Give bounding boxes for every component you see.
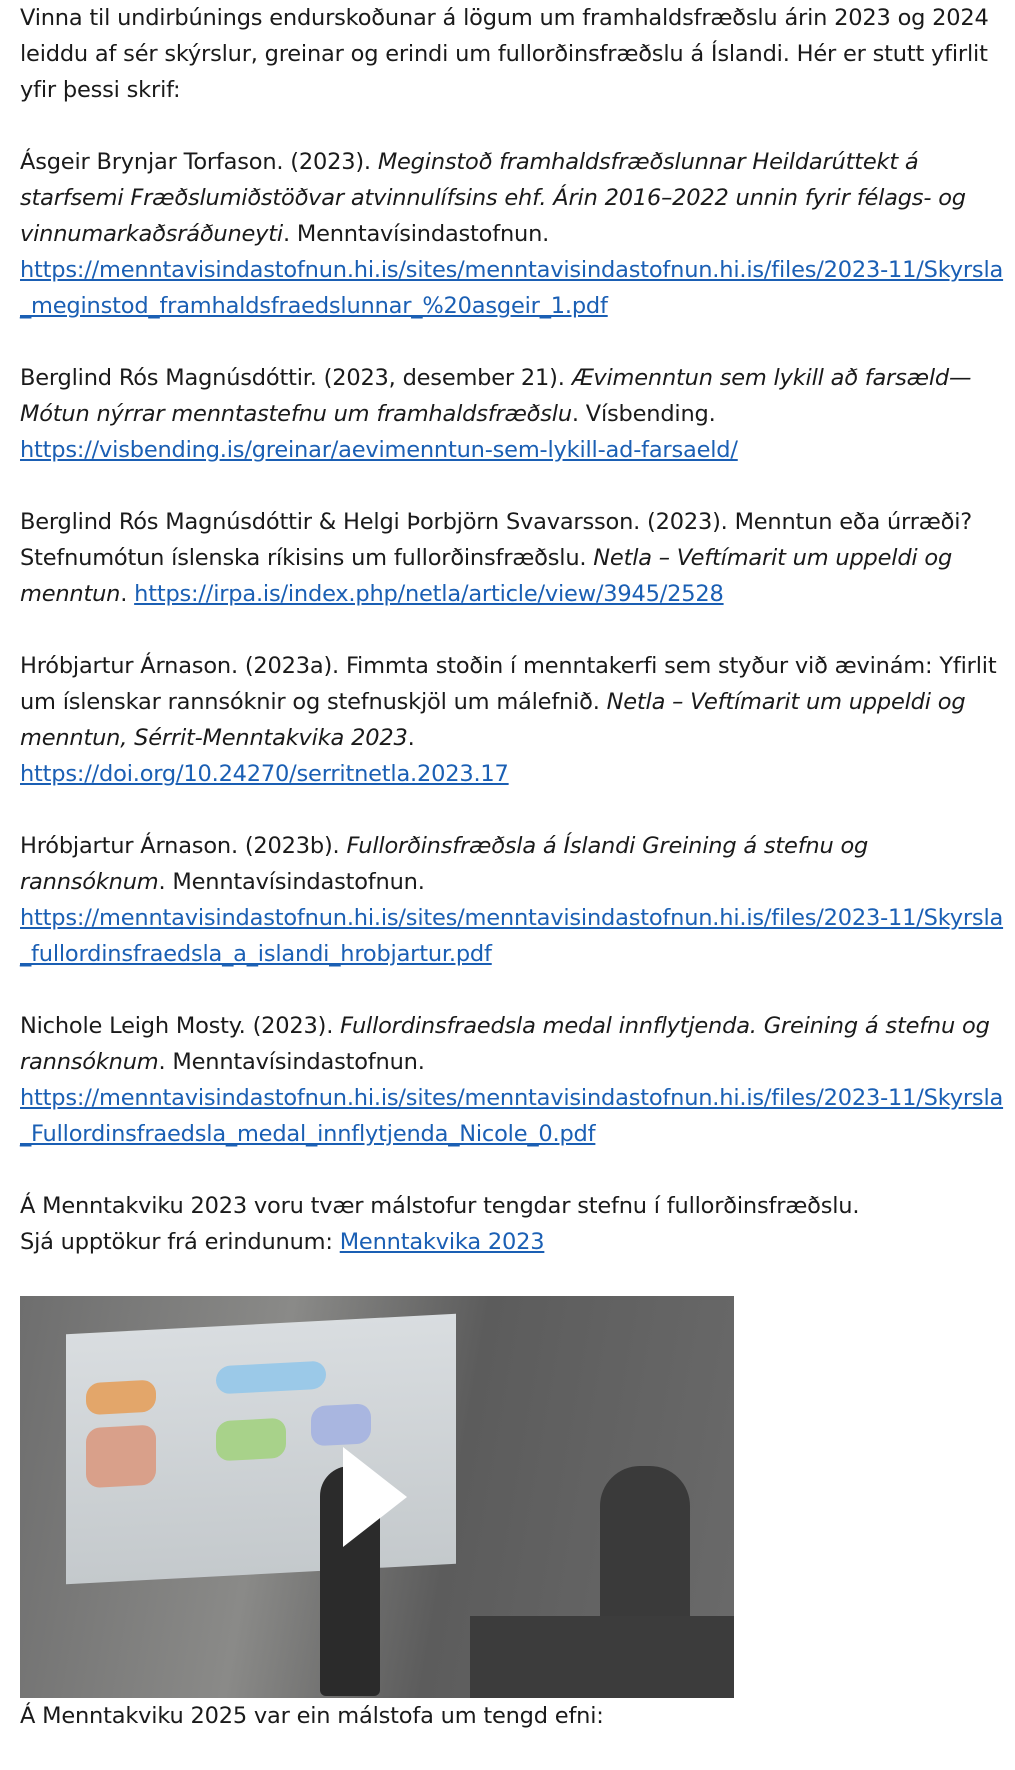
- reference-authors: Hróbjartur Árnason. (2023b).: [20, 833, 347, 859]
- reference-title: Meginstoð framhaldsfræðslunnar Heildarúttekt á starfsemi Fræðslumiðstöðvar atvinnulífsins ehf. Árin 2016–2022 unnin fyrir félags- og vinnumarkaðsráðuneyti: [20, 149, 966, 247]
- menntakvika-2023-paragraph: [20, 1188, 1005, 1260]
- slide-shape: [86, 1380, 156, 1416]
- reference-link[interactable]: https://visbending.is/greinar/aevimenntun-sem-lykill-ad-farsaeld/: [20, 437, 738, 463]
- intro-paragraph: Vinna til undirbúnings endurskoðunar á lögum um framhaldsfræðslu árin 2023 og 2024 leiddu af sér skýrslur, greinar og erindi um fullorðinsfræðslu á Íslandi. Hér er stutt yfirlit yfir þessi skrif:: [20, 5, 989, 103]
- reference-publisher: .: [407, 725, 415, 751]
- reference-4: [20, 648, 1005, 792]
- video-player[interactable]: [20, 1296, 734, 1698]
- reference-6: [20, 1008, 1005, 1152]
- reference-title: Netla – Veftímarit um uppeldi og menntun: [20, 545, 953, 607]
- reference-2: [20, 360, 1005, 468]
- reference-3: [20, 504, 1005, 612]
- reference-5: [20, 828, 1005, 972]
- reference-authors: Berglind Rós Magnúsdóttir. (2023, desember 21).: [20, 365, 572, 391]
- slide-shape: [216, 1361, 326, 1395]
- reference-title: Fullorðinsfræðsla á Íslandi Greining á stefnu og rannsóknum: [20, 833, 869, 895]
- reference-1: [20, 144, 1005, 324]
- reference-authors: Ásgeir Brynjar Torfason. (2023).: [20, 149, 378, 175]
- document-body: [20, 0, 1005, 1770]
- reference-publisher: . Menntavísindastofnun.: [282, 221, 550, 247]
- recordings-text: Sjá upptökur frá erindunum:: [20, 1229, 340, 1255]
- play-icon[interactable]: [343, 1447, 407, 1547]
- reference-publisher: . Menntavísindastofnun.: [158, 1049, 425, 1075]
- menntakvika-2023-text: Á Menntakviku 2023 voru tvær málstofur tengdar stefnu í fullorðinsfræðslu.: [20, 1193, 860, 1219]
- reference-link[interactable]: https://menntavisindastofnun.hi.is/sites/menntavisindastofnun.hi.is/files/2023-11/Skyrsla_fullordinsfraedsla_a_islandi_hrobjartur.pdf: [20, 905, 1004, 967]
- reference-link[interactable]: https://menntavisindastofnun.hi.is/sites/menntavisindastofnun.hi.is/files/2023-11/Skyrsla_meginstod_framhaldsfraedslunnar_%20asgeir_1.pdf: [20, 257, 1004, 319]
- reference-publisher: .: [120, 581, 135, 607]
- reference-publisher: . Vísbending.: [571, 401, 716, 427]
- reference-link[interactable]: https://doi.org/10.24270/serritnetla.2023.17: [20, 761, 509, 787]
- slide-shape: [86, 1425, 156, 1489]
- reference-title: Fullordinsfraedsla medal innflytjenda. Greining á stefnu og rannsóknum: [20, 1013, 990, 1075]
- reference-authors: Hróbjartur Árnason. (2023a). Fimmta stoðin í menntakerfi sem styður við ævinám: Yfirlit um íslenskar rannsóknir og stefnuskjöl um málefnið.: [20, 653, 997, 715]
- slide-shape: [216, 1418, 286, 1462]
- video-thumbnail-table: [470, 1616, 734, 1698]
- reference-title: Netla – Veftímarit um uppeldi og menntun, Sérrit-Menntakvika 2023: [20, 689, 966, 751]
- reference-title: Ævimenntun sem lykill að farsæld—Mótun nýrrar menntastefnu um framhaldsfræðslu: [20, 365, 972, 427]
- slide-shape: [311, 1403, 371, 1446]
- reference-link[interactable]: https://menntavisindastofnun.hi.is/sites/menntavisindastofnun.hi.is/files/2023-11/Skyrsla_Fullordinsfraedsla_medal_innflytjenda_Nicole_0.pdf: [20, 1085, 1004, 1147]
- reference-publisher: . Menntavísindastofnun.: [158, 869, 425, 895]
- reference-link[interactable]: https://irpa.is/index.php/netla/article/view/3945/2528: [134, 581, 724, 607]
- reference-authors: Nichole Leigh Mosty. (2023).: [20, 1013, 341, 1039]
- menntakvika-2025-text: Á Menntakviku 2025 var ein málstofa um tengd efni:: [20, 1703, 604, 1729]
- reference-authors: Berglind Rós Magnúsdóttir & Helgi Þorbjörn Svavarsson. (2023). Menntun eða úrræði? Stefnumótun íslenska ríkisins um fullorðinsfræðslu.: [20, 509, 973, 571]
- menntakvika-2023-link[interactable]: Menntakvika 2023: [339, 1229, 545, 1255]
